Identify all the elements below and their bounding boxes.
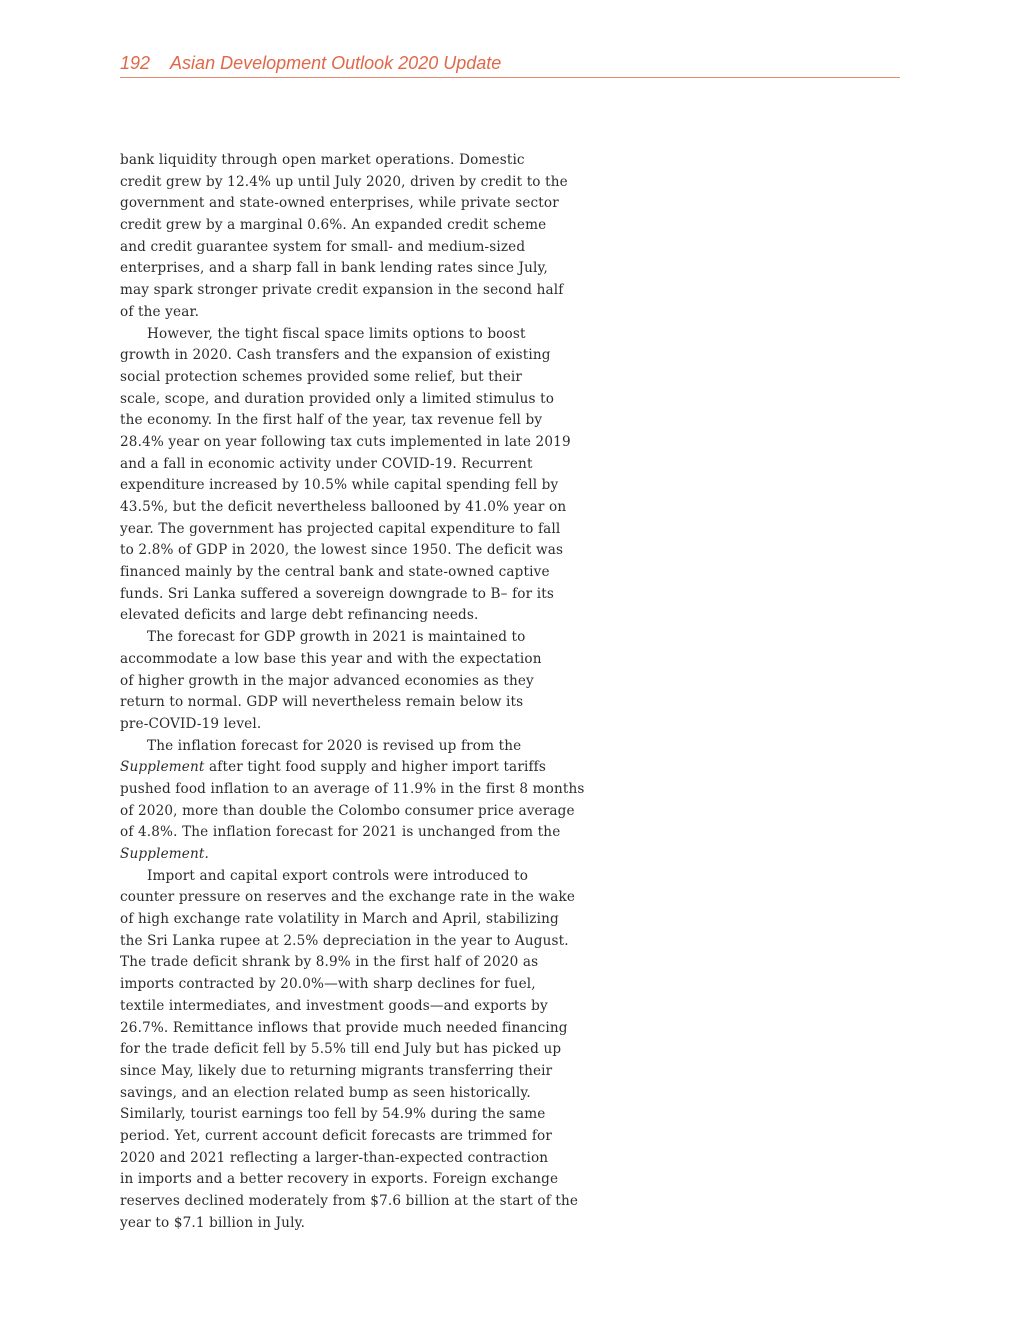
text-line: year. The government has projected capital expenditure to fall [120, 520, 561, 537]
text-line: The inflation forecast for 2020 is revised up from the [147, 737, 522, 754]
text-line: Import and capital export controls were introduced to [147, 867, 529, 884]
text-line: since May, likely due to returning migrants transferring their [120, 1062, 553, 1079]
text-line: government and state-owned enterprises, while private sector [120, 195, 559, 212]
text-line: bank liquidity through open market operations. Domestic [120, 152, 525, 168]
text-line: pushed food inflation to an average of 11.9% in the first 8 months [120, 780, 585, 797]
text-line: of high exchange rate volatility in March and April, stabilizing [120, 911, 559, 928]
running-header [120, 50, 900, 78]
text-line: return to normal. GDP will nevertheless remain below its [120, 694, 524, 711]
text-line: scale, scope, and duration provided only a limited stimulus to [120, 390, 555, 407]
text-line: 2020 and 2021 reflecting a larger-than-expected contraction [120, 1149, 549, 1166]
publication-title: Asian Development Outlook 2020 Update [170, 53, 502, 73]
text-line: for the trade deficit fell by 5.5% till end July but has picked up [120, 1041, 562, 1058]
text-line: period. Yet, current account deficit forecasts are trimmed for [120, 1127, 553, 1144]
text-line: financed mainly by the central bank and state-owned captive [120, 564, 550, 581]
text-line: 28.4% year on year following tax cuts implemented in late 2019 [120, 433, 571, 450]
text-line: the economy. In the first half of the year, tax revenue fell by [120, 412, 543, 429]
body-text [120, 150, 600, 1234]
text-line: of 2020, more than double the Colombo consumer price average [120, 802, 575, 819]
text-line: to 2.8% of GDP in 2020, the lowest since 1950. The deficit was [120, 542, 564, 559]
text-line: However, the tight fiscal space limits options to boost [147, 325, 526, 342]
text-line-rest: after tight food supply and higher import tariffs [209, 759, 546, 776]
text-line: textile intermediates, and investment goods—and exports by [120, 997, 548, 1014]
text-line: year to $7.1 billion in July. [120, 1214, 306, 1231]
text-line: of 4.8%. The inflation forecast for 2021 is unchanged from the [120, 824, 561, 841]
text-line: social protection schemes provided some relief, but their [120, 368, 523, 385]
text-line [120, 757, 600, 779]
text-line: pre-COVID-19 level. [120, 715, 262, 732]
text-line: and a fall in economic activity under COVID-19. Recurrent [120, 455, 533, 472]
text-line: credit grew by 12.4% up until July 2020, driven by credit to the [120, 173, 568, 190]
text-line: growth in 2020. Cash transfers and the expansion of existing [120, 347, 551, 364]
text-line: of higher growth in the major advanced economies as they [120, 672, 534, 689]
text-line: counter pressure on reserves and the exchange rate in the wake [120, 889, 576, 906]
text-line: of the year. [120, 303, 200, 320]
text-line: imports contracted by 20.0%—with sharp declines for fuel, [120, 976, 536, 993]
text-line: and credit guarantee system for small- and medium-sized [120, 238, 526, 255]
text-line: 43.5%, but the deficit nevertheless ballooned by 41.0% year on [120, 499, 567, 515]
text-line: The forecast for GDP growth in 2021 is maintained to [147, 629, 526, 646]
text-line: expenditure increased by 10.5% while capital spending fell by [120, 477, 559, 494]
text-line: elevated deficits and large debt refinancing needs. [120, 607, 479, 624]
text-line: may spark stronger private credit expansion in the second half [120, 282, 564, 299]
italic-title: Supplement [120, 759, 205, 776]
text-line: in imports and a better recovery in exports. Foreign exchange [120, 1171, 559, 1188]
text-line: Supplement. [120, 846, 209, 862]
text-line: funds. Sri Lanka suffered a sovereign downgrade to B– for its [120, 585, 554, 602]
text-line: savings, and an election related bump as seen historically. [120, 1084, 531, 1101]
page-number: 192 [120, 53, 151, 73]
text-line: 26.7%. Remittance inflows that provide much needed financing [120, 1019, 568, 1036]
text-line: the Sri Lanka rupee at 2.5% depreciation in the year to August. [120, 932, 569, 949]
text-line: The trade deficit shrank by 8.9% in the first half of 2020 as [120, 954, 539, 971]
text-line: credit grew by a marginal 0.6%. An expanded credit scheme [120, 217, 547, 234]
text-line: accommodate a low base this year and with the expectation [120, 650, 542, 667]
text-line: reserves declined moderately from $7.6 billion at the start of the [120, 1193, 579, 1209]
text-line: enterprises, and a sharp fall in bank lending rates since July, [120, 260, 548, 277]
text-line: Similarly, tourist earnings too fell by 54.9% during the same [120, 1106, 546, 1123]
